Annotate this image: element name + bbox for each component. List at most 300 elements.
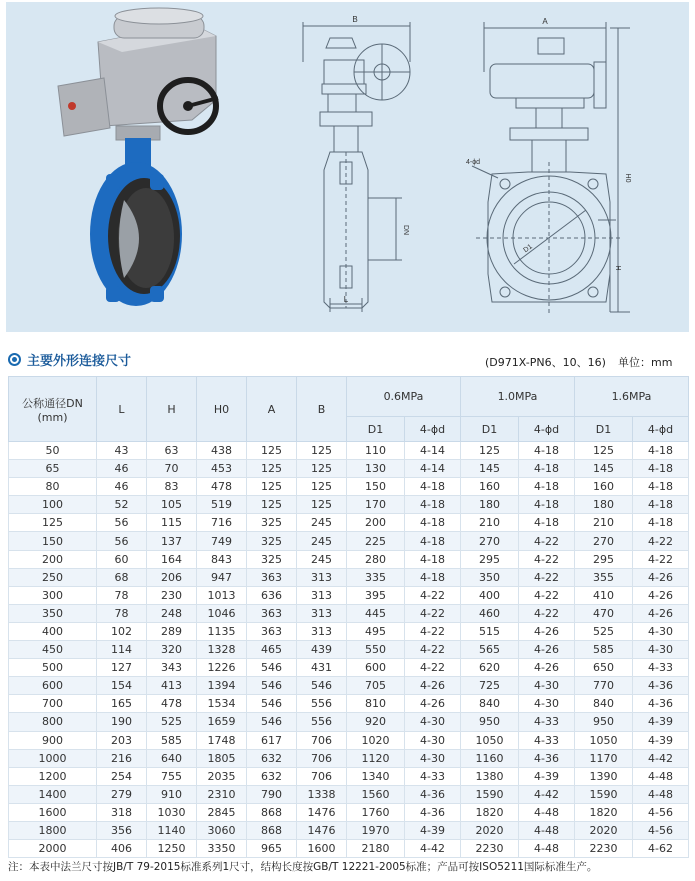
table-cell: 868 [247, 803, 297, 821]
table-cell: 716 [197, 514, 247, 532]
table-cell: 4-56 [633, 803, 689, 821]
table-row [9, 496, 689, 514]
table-cell: 1820 [461, 803, 519, 821]
bullet-circle-icon [8, 353, 21, 366]
table-cell: 270 [575, 532, 633, 550]
table-cell: 125 [297, 460, 347, 478]
table-cell: 125 [297, 496, 347, 514]
table-cell: 150 [9, 532, 97, 550]
table-cell: 295 [575, 550, 633, 568]
table-cell: 65 [9, 460, 97, 478]
table-cell: 254 [97, 767, 147, 785]
table-cell: 470 [575, 604, 633, 622]
table-cell: 2000 [9, 840, 97, 858]
table-cell: 3060 [197, 821, 247, 839]
table-cell: 1170 [575, 749, 633, 767]
table-cell: 105 [147, 496, 197, 514]
table-cell: 4-48 [633, 785, 689, 803]
table-cell: 4-33 [519, 731, 575, 749]
table-cell: 705 [347, 677, 405, 695]
table-cell: 114 [97, 641, 147, 659]
table-cell: 1046 [197, 604, 247, 622]
header-A: A [247, 377, 297, 442]
table-cell: 1590 [461, 785, 519, 803]
table-cell: 4-18 [633, 478, 689, 496]
table-cell: 78 [97, 586, 147, 604]
table-cell: 78 [97, 604, 147, 622]
table-cell: 250 [9, 568, 97, 586]
table-cell: 56 [97, 532, 147, 550]
table-cell: 920 [347, 713, 405, 731]
table-cell: 125 [247, 478, 297, 496]
table-cell: 190 [97, 713, 147, 731]
table-cell: 4-36 [519, 749, 575, 767]
section-title-wrap [8, 350, 131, 369]
table-row [9, 568, 689, 586]
table-cell: 280 [347, 550, 405, 568]
table-cell: 343 [147, 659, 197, 677]
table-cell: 700 [9, 695, 97, 713]
table-cell: 4-18 [633, 460, 689, 478]
table-cell: 2845 [197, 803, 247, 821]
table-cell: 4-36 [633, 695, 689, 713]
table-cell: 4-18 [519, 496, 575, 514]
table-cell: 4-26 [405, 677, 461, 695]
table-cell: 313 [297, 604, 347, 622]
table-cell: 1013 [197, 586, 247, 604]
table-cell: 350 [461, 568, 519, 586]
table-cell: 1748 [197, 731, 247, 749]
table-cell: 950 [575, 713, 633, 731]
table-cell: 725 [461, 677, 519, 695]
table-body [9, 442, 689, 858]
table-cell: 4-48 [519, 821, 575, 839]
table-cell: 755 [147, 767, 197, 785]
table-cell: 585 [575, 641, 633, 659]
table-row [9, 622, 689, 640]
table-row [9, 478, 689, 496]
table-cell: 4-33 [633, 659, 689, 677]
table-cell: 4-30 [405, 713, 461, 731]
table-cell: 245 [297, 532, 347, 550]
subheader-D1: D1 [575, 417, 633, 442]
table-cell: 46 [97, 460, 147, 478]
table-cell: 4-39 [633, 731, 689, 749]
table-cell: 632 [247, 749, 297, 767]
table-cell: 465 [247, 641, 297, 659]
table-cell: 206 [147, 568, 197, 586]
table-cell: 160 [575, 478, 633, 496]
table-cell: 125 [297, 442, 347, 460]
table-cell: 1140 [147, 821, 197, 839]
product-figure-svg [6, 2, 689, 332]
table-cell: 478 [147, 695, 197, 713]
table-cell: 43 [97, 442, 147, 460]
table-cell: 320 [147, 641, 197, 659]
table-cell: 245 [297, 550, 347, 568]
table-cell: 60 [97, 550, 147, 568]
table-cell: 1800 [9, 821, 97, 839]
table-cell: 4-33 [519, 713, 575, 731]
table-cell: 1400 [9, 785, 97, 803]
table-cell: 1805 [197, 749, 247, 767]
table-cell: 406 [97, 840, 147, 858]
dim-label-bolt-holes: 4-ϕd [466, 159, 481, 166]
table-cell: 130 [347, 460, 405, 478]
table-cell: 413 [147, 677, 197, 695]
dim-label-B: B [352, 15, 358, 24]
table-cell: 546 [247, 713, 297, 731]
table-cell: 4-42 [519, 785, 575, 803]
table-cell: 100 [9, 496, 97, 514]
table-cell: 150 [347, 478, 405, 496]
table-row [9, 604, 689, 622]
table-cell: 546 [247, 659, 297, 677]
table-cell: 840 [461, 695, 519, 713]
table-cell: 4-26 [405, 695, 461, 713]
table-cell: 439 [297, 641, 347, 659]
dimension-table [8, 376, 689, 858]
table-cell: 4-30 [633, 622, 689, 640]
header-B: B [297, 377, 347, 442]
table-cell: 115 [147, 514, 197, 532]
table-cell: 4-22 [633, 550, 689, 568]
table-row [9, 785, 689, 803]
table-cell: 620 [461, 659, 519, 677]
table-cell: 4-42 [405, 840, 461, 858]
table-cell: 300 [9, 586, 97, 604]
table-cell: 4-36 [405, 803, 461, 821]
table-cell: 868 [247, 821, 297, 839]
table-cell: 63 [147, 442, 197, 460]
table-cell: 4-18 [519, 514, 575, 532]
table-cell: 4-26 [519, 659, 575, 677]
table-cell: 325 [247, 550, 297, 568]
table-cell: 4-18 [405, 514, 461, 532]
table-cell: 445 [347, 604, 405, 622]
table-cell: 650 [575, 659, 633, 677]
table-cell: 248 [147, 604, 197, 622]
table-row [9, 713, 689, 731]
table-cell: 556 [297, 695, 347, 713]
dim-label-L: L [343, 295, 349, 304]
table-cell: 4-22 [633, 532, 689, 550]
table-cell: 4-30 [519, 677, 575, 695]
table-cell: 180 [575, 496, 633, 514]
table-cell: 225 [347, 532, 405, 550]
dim-label-A: A [542, 17, 548, 26]
table-cell: 4-26 [519, 622, 575, 640]
table-cell: 1160 [461, 749, 519, 767]
table-cell: 525 [147, 713, 197, 731]
table-cell: 640 [147, 749, 197, 767]
table-header-row [9, 377, 689, 417]
table-cell: 127 [97, 659, 147, 677]
table-cell: 525 [575, 622, 633, 640]
table-cell: 565 [461, 641, 519, 659]
table-cell: 289 [147, 622, 197, 640]
table-cell: 4-42 [633, 749, 689, 767]
table-cell: 2310 [197, 785, 247, 803]
table-cell: 313 [297, 586, 347, 604]
valve-photo [58, 8, 218, 306]
subheader-D1: D1 [461, 417, 519, 442]
product-figure-panel [6, 2, 689, 332]
header-H0: H0 [197, 377, 247, 442]
section-header [8, 348, 688, 370]
table-cell: 843 [197, 550, 247, 568]
table-cell: 1820 [575, 803, 633, 821]
table-cell: 4-48 [633, 767, 689, 785]
header-dn: 公称通径DN (mm) [9, 377, 97, 442]
table-row [9, 767, 689, 785]
table-cell: 313 [297, 568, 347, 586]
section-title: 主要外形连接尺寸 [27, 354, 132, 369]
table-cell: 1050 [575, 731, 633, 749]
table-cell: 1476 [297, 821, 347, 839]
table-cell: 749 [197, 532, 247, 550]
table-cell: 453 [197, 460, 247, 478]
table-cell: 4-18 [519, 478, 575, 496]
table-cell: 1328 [197, 641, 247, 659]
table-cell: 4-22 [405, 604, 461, 622]
table-cell: 1120 [347, 749, 405, 767]
table-cell: 4-14 [405, 460, 461, 478]
table-cell: 125 [247, 460, 297, 478]
table-cell: 600 [9, 677, 97, 695]
table-cell: 965 [247, 840, 297, 858]
table-cell: 4-18 [633, 496, 689, 514]
table-cell: 1250 [147, 840, 197, 858]
table-row [9, 586, 689, 604]
header-L: L [97, 377, 147, 442]
table-cell: 2020 [575, 821, 633, 839]
table-cell: 270 [461, 532, 519, 550]
table-cell: 478 [197, 478, 247, 496]
table-cell: 363 [247, 622, 297, 640]
table-cell: 4-26 [519, 641, 575, 659]
table-cell: 600 [347, 659, 405, 677]
table-cell: 4-62 [633, 840, 689, 858]
table-cell: 4-18 [519, 460, 575, 478]
table-row [9, 731, 689, 749]
table-cell: 356 [97, 821, 147, 839]
table-cell: 210 [461, 514, 519, 532]
table-cell: 279 [97, 785, 147, 803]
table-cell: 617 [247, 731, 297, 749]
table-cell: 790 [247, 785, 297, 803]
table-cell: 125 [247, 442, 297, 460]
header-pressure-1-0: 1.0MPa [461, 377, 575, 417]
table-row [9, 442, 689, 460]
table-cell: 4-30 [519, 695, 575, 713]
table-cell: 4-18 [405, 532, 461, 550]
table-cell: 4-22 [405, 586, 461, 604]
subheader-bolt: 4-ϕd [633, 417, 689, 442]
table-cell: 4-48 [519, 803, 575, 821]
table-cell: 4-33 [405, 767, 461, 785]
table-cell: 460 [461, 604, 519, 622]
table-cell: 180 [461, 496, 519, 514]
table-cell: 70 [147, 460, 197, 478]
header-pressure-0-6: 0.6MPa [347, 377, 461, 417]
header-H: H [147, 377, 197, 442]
table-row [9, 749, 689, 767]
table-cell: 170 [347, 496, 405, 514]
table-cell: 4-22 [519, 568, 575, 586]
table-cell: 102 [97, 622, 147, 640]
table-row [9, 821, 689, 839]
table-cell: 840 [575, 695, 633, 713]
table-cell: 2180 [347, 840, 405, 858]
table-cell: 4-18 [405, 550, 461, 568]
table-cell: 706 [297, 767, 347, 785]
table-cell: 4-26 [633, 604, 689, 622]
table-cell: 1760 [347, 803, 405, 821]
table-cell: 4-18 [405, 478, 461, 496]
table-cell: 160 [461, 478, 519, 496]
table-cell: 4-18 [633, 514, 689, 532]
table-cell: 4-18 [405, 568, 461, 586]
table-cell: 1226 [197, 659, 247, 677]
table-cell: 110 [347, 442, 405, 460]
dim-label-H: H [614, 265, 621, 271]
table-row [9, 695, 689, 713]
table-cell: 4-18 [405, 496, 461, 514]
table-cell: 125 [297, 478, 347, 496]
table-cell: 145 [461, 460, 519, 478]
table-cell: 203 [97, 731, 147, 749]
table-cell: 1338 [297, 785, 347, 803]
table-cell: 200 [347, 514, 405, 532]
dim-label-D1: D1 [522, 243, 534, 255]
table-cell: 313 [297, 622, 347, 640]
table-cell: 1030 [147, 803, 197, 821]
subheader-D1: D1 [347, 417, 405, 442]
table-cell: 632 [247, 767, 297, 785]
table-cell: 4-30 [633, 641, 689, 659]
table-cell: 4-56 [633, 821, 689, 839]
table-row [9, 659, 689, 677]
table-cell: 4-26 [633, 568, 689, 586]
table-cell: 770 [575, 677, 633, 695]
table-cell: 550 [347, 641, 405, 659]
table-row [9, 677, 689, 695]
table-cell: 4-18 [633, 442, 689, 460]
table-cell: 80 [9, 478, 97, 496]
table-cell: 325 [247, 514, 297, 532]
table-cell: 585 [147, 731, 197, 749]
table-cell: 318 [97, 803, 147, 821]
table-cell: 1390 [575, 767, 633, 785]
table-cell: 68 [97, 568, 147, 586]
table-cell: 947 [197, 568, 247, 586]
table-cell: 2020 [461, 821, 519, 839]
table-cell: 230 [147, 586, 197, 604]
table-cell: 4-22 [519, 604, 575, 622]
table-cell: 83 [147, 478, 197, 496]
table-cell: 4-36 [405, 785, 461, 803]
table-cell: 363 [247, 604, 297, 622]
table-cell: 335 [347, 568, 405, 586]
subheader-bolt: 4-ϕd [405, 417, 461, 442]
table-cell: 1560 [347, 785, 405, 803]
table-cell: 3350 [197, 840, 247, 858]
table-cell: 395 [347, 586, 405, 604]
table-cell: 2230 [461, 840, 519, 858]
table-row [9, 532, 689, 550]
subheader-bolt: 4-ϕd [519, 417, 575, 442]
header-pressure-1-6: 1.6MPa [575, 377, 689, 417]
table-cell: 500 [9, 659, 97, 677]
table-cell: 450 [9, 641, 97, 659]
table-cell: 910 [147, 785, 197, 803]
table-cell: 556 [297, 713, 347, 731]
table-cell: 546 [297, 677, 347, 695]
table-cell: 50 [9, 442, 97, 460]
table-cell: 636 [247, 586, 297, 604]
table-cell: 125 [575, 442, 633, 460]
table-cell: 1534 [197, 695, 247, 713]
table-cell: 546 [247, 695, 297, 713]
model-spec: (D971X-PN6、10、16) [485, 356, 606, 369]
table-cell: 125 [9, 514, 97, 532]
table-cell: 400 [9, 622, 97, 640]
table-cell: 810 [347, 695, 405, 713]
table-cell: 52 [97, 496, 147, 514]
table-row [9, 514, 689, 532]
table-cell: 355 [575, 568, 633, 586]
table-cell: 4-30 [405, 731, 461, 749]
table-row [9, 550, 689, 568]
table-cell: 4-22 [405, 659, 461, 677]
table-cell: 706 [297, 749, 347, 767]
table-cell: 4-22 [519, 586, 575, 604]
table-cell: 200 [9, 550, 97, 568]
table-cell: 363 [247, 568, 297, 586]
table-row [9, 840, 689, 858]
table-cell: 210 [575, 514, 633, 532]
table-cell: 1340 [347, 767, 405, 785]
table-cell: 1000 [9, 749, 97, 767]
table-cell: 4-39 [405, 821, 461, 839]
table-cell: 350 [9, 604, 97, 622]
dim-label-DN: DN [402, 224, 409, 236]
table-cell: 800 [9, 713, 97, 731]
table-cell: 154 [97, 677, 147, 695]
table-cell: 950 [461, 713, 519, 731]
footnote: 注：本表中法兰尺寸按JB/T 79-2015标准系列1尺寸，结构长度按GB/T 12221-2005标准；产品可按ISO5211国际标准生产。 [8, 861, 598, 873]
table-cell: 706 [297, 731, 347, 749]
table-cell: 145 [575, 460, 633, 478]
table-cell: 1020 [347, 731, 405, 749]
table-cell: 2230 [575, 840, 633, 858]
table-cell: 1050 [461, 731, 519, 749]
table-cell: 125 [461, 442, 519, 460]
table-cell: 4-14 [405, 442, 461, 460]
table-cell: 400 [461, 586, 519, 604]
table-cell: 46 [97, 478, 147, 496]
table-cell: 245 [297, 514, 347, 532]
table-cell: 1476 [297, 803, 347, 821]
table-cell: 137 [147, 532, 197, 550]
table-cell: 515 [461, 622, 519, 640]
table-cell: 1380 [461, 767, 519, 785]
table-cell: 4-22 [519, 532, 575, 550]
table-cell: 438 [197, 442, 247, 460]
table-cell: 125 [247, 496, 297, 514]
table-cell: 1659 [197, 713, 247, 731]
